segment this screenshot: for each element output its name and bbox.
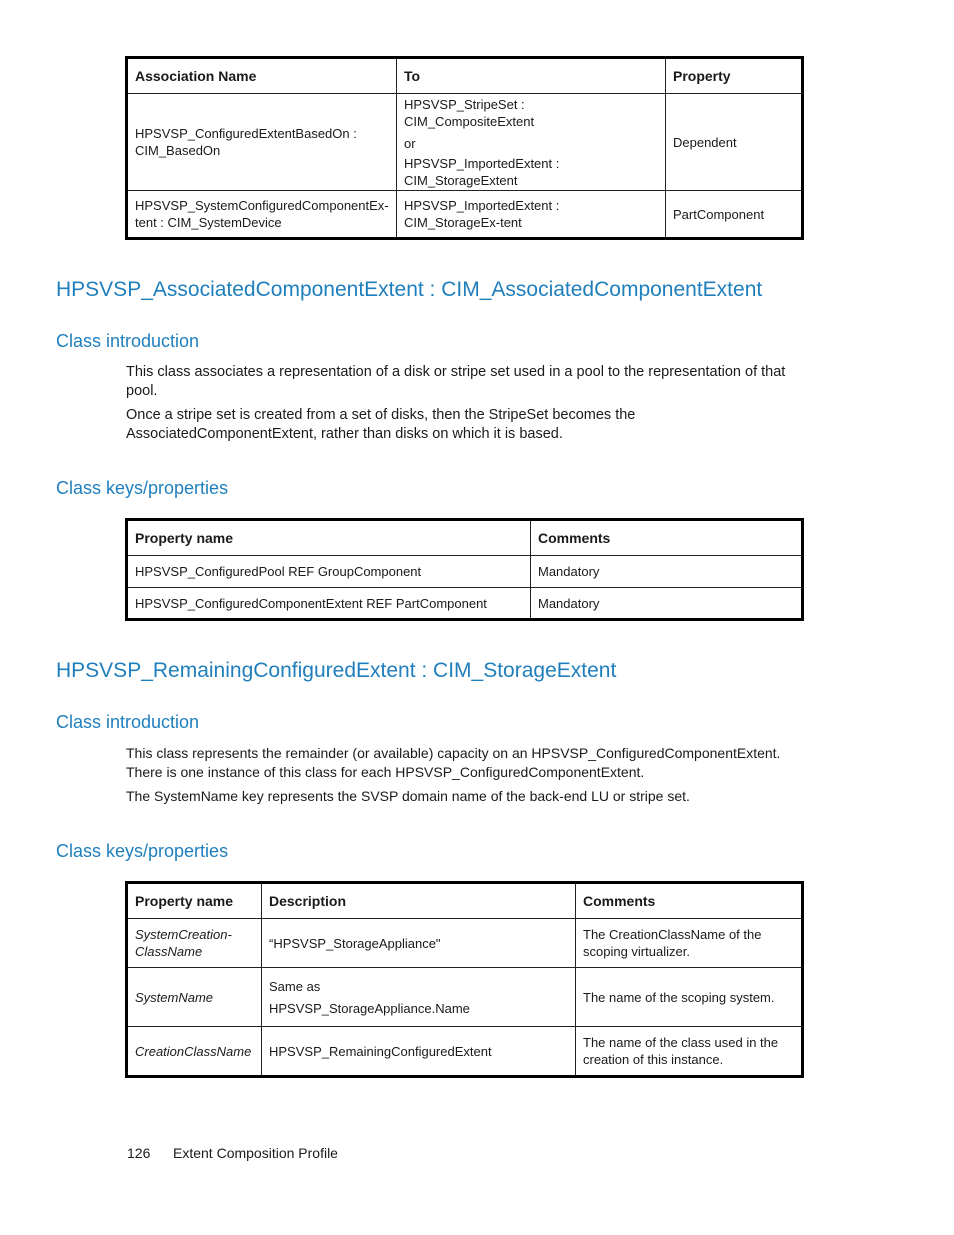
table-row — [127, 191, 803, 239]
subsection-heading: Class introduction — [56, 712, 200, 732]
description-cell — [262, 968, 576, 1027]
page-number: 126 — [127, 1145, 151, 1161]
property-cell: Dependent — [666, 94, 803, 191]
paragraph: This class associates a representation of a disk or stripe set used in a pool to the representation of that pool. — [126, 364, 786, 399]
property-name-cell: SystemCreation-ClassName — [127, 919, 262, 968]
section-title: HPSVSP_AssociatedComponentExtent : CIM_AssociatedComponentExtent — [56, 278, 763, 301]
table-row — [127, 588, 803, 620]
table-row — [127, 919, 803, 968]
intro-text — [126, 744, 798, 806]
column-header: Property name — [127, 520, 531, 556]
table-row — [127, 94, 803, 191]
column-header: Comments — [531, 520, 803, 556]
to-line: HPSVSP_ImportedExtent : CIM_StorageExtent — [404, 155, 560, 188]
association-table — [125, 56, 804, 240]
subsection-heading: Class keys/properties — [56, 841, 229, 861]
column-header: Comments — [576, 883, 803, 919]
property-name-cell: CreationClassName — [127, 1027, 262, 1077]
to-cell — [397, 94, 666, 191]
property-name-cell: SystemName — [127, 968, 262, 1027]
subsection-heading: Class keys/properties — [56, 478, 229, 498]
comments-cell: The name of the class used in the creation of this instance. — [576, 1027, 803, 1077]
comments-cell: Mandatory — [531, 556, 803, 588]
column-header: Property — [666, 58, 803, 94]
table-header-row — [127, 520, 803, 556]
description-line: HPSVSP_StorageAppliance.Name — [269, 1000, 470, 1016]
table-row — [127, 556, 803, 588]
table-row — [127, 1027, 803, 1077]
paragraph: This class represents the remainder (or available) capacity on an HPSVSP_ConfiguredComponentExtent. There is one instance of this class for each HPSVSP_ConfiguredComponentExtent. — [126, 745, 781, 780]
table-header-row — [127, 58, 803, 94]
to-line: or — [404, 135, 416, 151]
property-name-cell: HPSVSP_ConfiguredComponentExtent REF PartComponent — [127, 588, 531, 620]
properties-table — [125, 881, 804, 1078]
paragraph: The SystemName key represents the SVSP domain name of the back-end LU or stripe set. — [126, 788, 690, 804]
subsection-heading: Class introduction — [56, 331, 200, 351]
property-name-cell: HPSVSP_ConfiguredPool REF GroupComponent — [127, 556, 531, 588]
property-cell: PartComponent — [666, 191, 803, 239]
association-name-cell: HPSVSP_ConfiguredExtentBasedOn : CIM_BasedOn — [127, 94, 397, 191]
to-cell: HPSVSP_ImportedExtent : CIM_StorageEx-tent — [397, 191, 666, 239]
footer-chapter-title: Extent Composition Profile — [173, 1145, 338, 1161]
properties-table — [125, 518, 804, 621]
description-cell: HPSVSP_RemainingConfiguredExtent — [262, 1027, 576, 1077]
paragraph: Once a stripe set is created from a set of disks, then the StripeSet becomes the AssociatedComponentExtent, rather than disks on which it is based. — [126, 407, 636, 442]
table-header-row — [127, 883, 803, 919]
comments-cell: The name of the scoping system. — [576, 968, 803, 1027]
column-header: Description — [262, 883, 576, 919]
description-cell: “HPSVSP_StorageAppliance" — [262, 919, 576, 968]
to-line: HPSVSP_StripeSet : CIM_CompositeExtent — [404, 96, 535, 129]
column-header: To — [397, 58, 666, 94]
comments-cell: Mandatory — [531, 588, 803, 620]
section-title: HPSVSP_RemainingConfiguredExtent : CIM_StorageExtent — [56, 659, 617, 682]
intro-text — [126, 363, 798, 443]
description-line: Same as — [269, 978, 321, 994]
column-header: Association Name — [127, 58, 397, 94]
association-name-cell: HPSVSP_SystemConfiguredComponentEx-tent : CIM_SystemDevice — [127, 191, 397, 239]
comments-cell: The CreationClassName of the scoping virtualizer. — [576, 919, 803, 968]
table-row — [127, 968, 803, 1027]
column-header: Property name — [127, 883, 262, 919]
